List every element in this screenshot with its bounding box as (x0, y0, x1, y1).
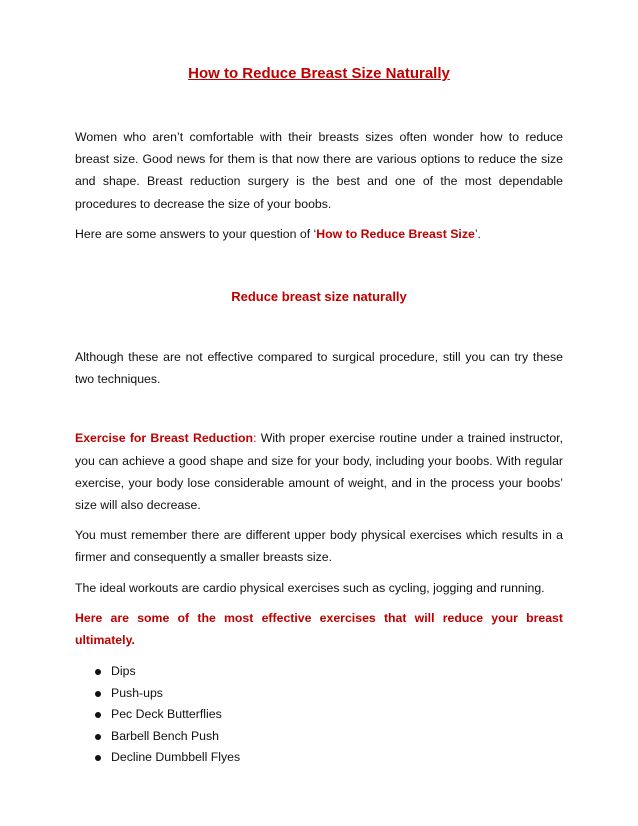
techniques-intro-paragraph: Although these are not effective compared to surgical procedure, still you can try these two techniques. (75, 350, 563, 387)
intro-paragraph: Women who aren’t comfortable with their breasts sizes often wonder how to reduce breast size. Good news for them is that now there are various options to reduce the size and shape. Breast reduction surgery is the best and one of the most dependable procedures to decrease the size of your boobs. (75, 130, 563, 211)
exercise-list (75, 661, 563, 769)
effective-exercises-heading: Here are some of the most effective exercises that will reduce your breast ultimately. (75, 610, 563, 648)
list-item-label: Barbell Bench Push (111, 728, 220, 743)
exercise-paragraph (75, 427, 563, 516)
list-item (95, 747, 563, 769)
answers-text-after: ’. (474, 226, 481, 241)
ideal-paragraph: The ideal workouts are cardio physical exercises such as cycling, jogging and running. (75, 580, 545, 595)
exercise-text: With proper exercise routine under a trained instructor, you can achieve a good shape and size for your body, including your boobs. With regular exercise, your body lose considerable amount of weight, and in the process your boobs’ size will also decrease. (75, 431, 563, 513)
list-item-label: Dips (111, 664, 136, 679)
list-item-label: Decline Dumbbell Flyes (111, 750, 241, 765)
bullet-dot-icon (95, 755, 101, 761)
answers-text-before: Here are some answers to your question of ‘ (75, 226, 317, 241)
remember-paragraph: You must remember there are different upper body physical exercises which results in a firmer and consequently a smaller breasts size. (75, 528, 563, 565)
section-subheading: Reduce breast size naturally (231, 289, 407, 305)
exercise-colon: : (253, 431, 257, 446)
list-item-label: Pec Deck Butterflies (111, 707, 222, 722)
list-item (95, 726, 563, 748)
page-title: How to Reduce Breast Size Naturally (188, 65, 450, 82)
list-item-label: Push-ups (111, 685, 163, 700)
list-item (95, 704, 563, 726)
bullet-dot-icon (95, 669, 101, 675)
answers-highlight: How to Reduce Breast Size (316, 226, 475, 241)
list-item (95, 683, 563, 705)
answers-paragraph (75, 223, 563, 245)
exercise-label: Exercise for Breast Reduction (75, 431, 254, 446)
list-item (95, 661, 563, 683)
bullet-dot-icon (95, 691, 101, 697)
bullet-dot-icon (95, 734, 101, 740)
document-content (75, 64, 563, 769)
bullet-dot-icon (95, 712, 101, 718)
